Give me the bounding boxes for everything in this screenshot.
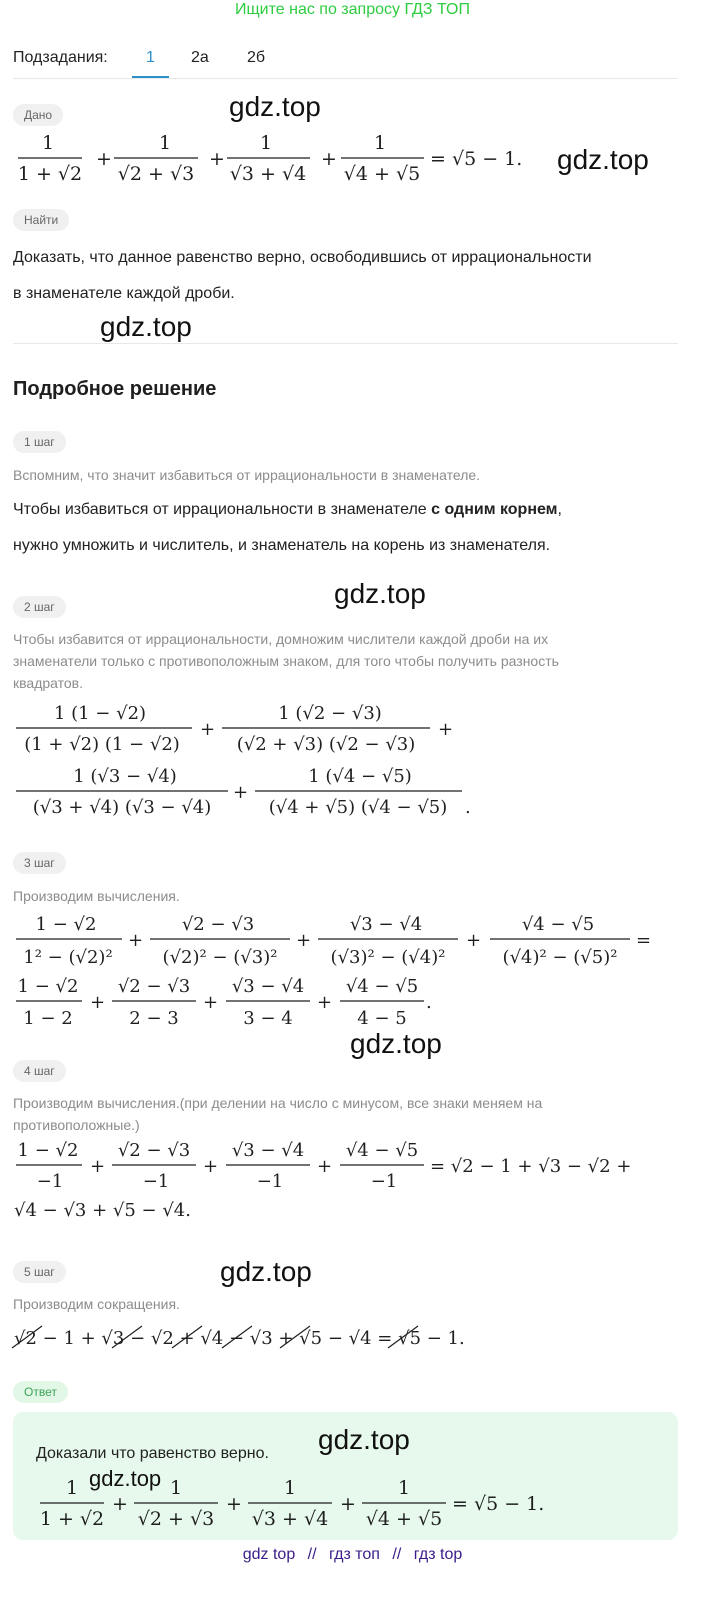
svg-text:√2 + √3: √2 + √3 xyxy=(117,163,195,185)
tab-2a[interactable]: 2а xyxy=(191,49,209,66)
svg-text:1 + √2: 1 + √2 xyxy=(39,1508,105,1530)
svg-text:4 − 5: 4 − 5 xyxy=(357,1008,407,1029)
svg-text:1: 1 xyxy=(41,132,55,154)
footer-link[interactable]: gdz top xyxy=(242,1546,296,1563)
find-text-line1: Доказать, что данное равенство верно, освободившись от иррациональности xyxy=(13,249,592,266)
svg-text:+: + xyxy=(317,1156,333,1177)
svg-text:+: + xyxy=(112,1493,128,1515)
svg-text:+: + xyxy=(233,782,249,803)
svg-text:√2 + √3: √2 + √3 xyxy=(137,1508,215,1530)
watermark: gdz.top xyxy=(318,1424,410,1455)
svg-text:√2 − √3: √2 − √3 xyxy=(181,914,255,935)
svg-text:√4 − √5: √4 − √5 xyxy=(345,976,419,997)
svg-text:√3 − √4: √3 − √4 xyxy=(231,1140,305,1161)
step-2-hint-line1: Чтобы избавится от иррациональности, домножим числители каждой дроби на их xyxy=(13,631,549,647)
subtasks-label: Подзадания: xyxy=(13,49,108,66)
tab-2b[interactable]: 2б xyxy=(247,49,266,66)
find-pill: Найти xyxy=(13,209,69,231)
svg-text:1: 1 xyxy=(283,1477,297,1499)
divider xyxy=(13,343,678,344)
solution-heading: Подробное решение xyxy=(13,378,217,400)
footer-separator: // xyxy=(392,1546,402,1563)
tab-1[interactable]: 1 xyxy=(146,49,155,66)
svg-text:+: + xyxy=(340,1493,356,1515)
svg-text:+: + xyxy=(90,992,106,1013)
watermark: gdz.top xyxy=(350,1028,442,1059)
svg-text:√4 − √5: √4 − √5 xyxy=(521,914,595,935)
svg-text:1 − √2: 1 − √2 xyxy=(17,1140,79,1161)
footer-separator: // xyxy=(307,1546,317,1563)
svg-text:√4 − √5: √4 − √5 xyxy=(345,1140,419,1161)
step-4-hint-line1: Производим вычисления.(при делении на число с минусом, все знаки меняем на xyxy=(13,1095,543,1111)
svg-text:= √2 − 1 + √3 − √2 +: = √2 − 1 + √3 − √2 + xyxy=(430,1156,632,1177)
svg-text:(√4)² − (√5)²: (√4)² − (√5)² xyxy=(502,947,618,968)
svg-text:√3 − √4: √3 − √4 xyxy=(349,914,423,935)
step-2-hint-line3: квадратов. xyxy=(13,675,83,691)
svg-text:+: + xyxy=(438,719,454,740)
svg-text:−1: −1 xyxy=(36,1171,64,1192)
svg-text:1 (√3 − √4): 1 (√3 − √4) xyxy=(73,766,177,787)
svg-text:+: + xyxy=(321,148,337,170)
svg-text:(√3 + √4) (√3 − √4): (√3 + √4) (√3 − √4) xyxy=(32,797,212,818)
watermark: gdz.top xyxy=(229,91,321,122)
watermark: gdz.top xyxy=(334,578,426,609)
watermark: gdz.top xyxy=(557,144,649,175)
svg-text:√4 + √5: √4 + √5 xyxy=(343,163,421,185)
step-5-formula xyxy=(10,1318,530,1358)
svg-text:−1: −1 xyxy=(142,1171,170,1192)
search-banner[interactable]: Ищите нас по запросу ГДЗ ТОП xyxy=(235,1,470,18)
step-2-hint-line2: знаменатели только с противоположным знаком, для того чтобы получить разность xyxy=(13,653,559,669)
svg-text:1: 1 xyxy=(397,1477,411,1499)
svg-text:√3 + √4: √3 + √4 xyxy=(229,163,307,185)
svg-text:=: = xyxy=(636,930,652,951)
svg-text:1 − √2: 1 − √2 xyxy=(35,914,97,935)
svg-text:−1: −1 xyxy=(256,1171,284,1192)
svg-text:√2 − √3: √2 − √3 xyxy=(117,976,191,997)
svg-text:(√3)² − (√4)²: (√3)² − (√4)² xyxy=(330,947,446,968)
answer-pill: Ответ xyxy=(13,1381,68,1403)
svg-text:√2 − 1 + √3 − √2 + √4 − √3 + √: √2 − 1 + √3 − √2 + √4 − √3 + √5 − √4 = √5 − 1. xyxy=(14,1328,465,1349)
answer-text: Доказали что равенство верно. xyxy=(36,1445,269,1462)
watermark: gdz.top xyxy=(89,1466,162,1491)
step-1-hint: Вспомним, что значит избавиться от иррациональности в знаменателе. xyxy=(13,467,481,483)
svg-text:1² − (√2)²: 1² − (√2)² xyxy=(23,947,113,968)
svg-text:+: + xyxy=(128,930,144,951)
given-formula xyxy=(10,130,570,188)
svg-text:−1: −1 xyxy=(370,1171,398,1192)
step-5-hint: Производим сокращения. xyxy=(13,1296,180,1312)
svg-text:+: + xyxy=(200,719,216,740)
svg-text:+: + xyxy=(226,1493,242,1515)
svg-text:+: + xyxy=(203,992,219,1013)
svg-text:1 (1 − √2): 1 (1 − √2) xyxy=(53,703,147,724)
step-3-hint: Производим вычисления. xyxy=(13,888,180,904)
svg-text:1: 1 xyxy=(65,1477,79,1499)
watermark: gdz.top xyxy=(220,1256,312,1287)
svg-text:1: 1 xyxy=(259,132,273,154)
svg-text:√2 − √3: √2 − √3 xyxy=(117,1140,191,1161)
svg-text:3 − 4: 3 − 4 xyxy=(243,1008,293,1029)
svg-text:√4 + √5: √4 + √5 xyxy=(365,1508,443,1530)
svg-text:1: 1 xyxy=(158,132,172,154)
svg-text:.: . xyxy=(426,992,432,1013)
step-5-pill: 5 шаг xyxy=(13,1261,66,1283)
svg-text:(√4 + √5) (√4 − √5): (√4 + √5) (√4 − √5) xyxy=(268,797,448,818)
footer-links xyxy=(0,1546,705,1564)
svg-text:1 − √2: 1 − √2 xyxy=(17,976,79,997)
footer-link[interactable]: гдз top xyxy=(413,1546,463,1563)
svg-text:1 + √2: 1 + √2 xyxy=(17,163,83,185)
svg-text:= √5 − 1.: = √5 − 1. xyxy=(452,1493,545,1515)
given-pill: Дано xyxy=(13,104,63,126)
step-4-hint-line2: противоположные.) xyxy=(13,1117,140,1133)
step-1-text-line2: нужно умножить и числитель, и знаменатель на корень из знаменателя. xyxy=(13,537,551,554)
svg-text:1 (√4 − √5): 1 (√4 − √5) xyxy=(308,766,412,787)
step-2-formula xyxy=(10,698,490,826)
svg-text:+: + xyxy=(209,148,225,170)
footer-link[interactable]: гдз топ xyxy=(329,1546,380,1563)
svg-text:2 − 3: 2 − 3 xyxy=(129,1008,179,1029)
svg-text:+: + xyxy=(203,1156,219,1177)
svg-text:+: + xyxy=(90,1156,106,1177)
svg-text:+: + xyxy=(296,930,312,951)
svg-text:.: . xyxy=(465,797,471,818)
step-4-pill: 4 шаг xyxy=(13,1060,66,1082)
step-3-formula xyxy=(10,908,670,1032)
find-text-line2: в знаменателе каждой дроби. xyxy=(13,285,235,302)
svg-text:(√2)² − (√3)²: (√2)² − (√3)² xyxy=(162,947,278,968)
svg-text:√3 + √4: √3 + √4 xyxy=(251,1508,329,1530)
svg-text:+: + xyxy=(466,930,482,951)
step-2-pill: 2 шаг xyxy=(13,596,66,618)
svg-text:√3 − √4: √3 − √4 xyxy=(231,976,305,997)
svg-text:+: + xyxy=(317,992,333,1013)
svg-text:1: 1 xyxy=(373,132,387,154)
svg-text:1 − 2: 1 − 2 xyxy=(23,1008,73,1029)
svg-text:(√2 + √3) (√2 − √3): (√2 + √3) (√2 − √3) xyxy=(236,734,416,755)
divider xyxy=(13,78,678,79)
step-4-formula xyxy=(10,1138,670,1228)
svg-text:1: 1 xyxy=(169,1477,183,1499)
step-1-text: Чтобы избавиться от иррациональности в знаменателе с одним корнем, xyxy=(13,501,562,518)
step-1-pill: 1 шаг xyxy=(13,431,66,453)
svg-text:1 (√2 − √3): 1 (√2 − √3) xyxy=(278,703,382,724)
svg-text:+: + xyxy=(96,148,112,170)
svg-text:(1 + √2) (1 − √2): (1 + √2) (1 − √2) xyxy=(24,734,180,755)
svg-text:= √5 − 1.: = √5 − 1. xyxy=(430,148,523,170)
step-3-pill: 3 шаг xyxy=(13,852,66,874)
svg-text:√4 − √3 + √5 − √4.: √4 − √3 + √5 − √4. xyxy=(14,1200,191,1221)
watermark: gdz.top xyxy=(100,311,192,342)
